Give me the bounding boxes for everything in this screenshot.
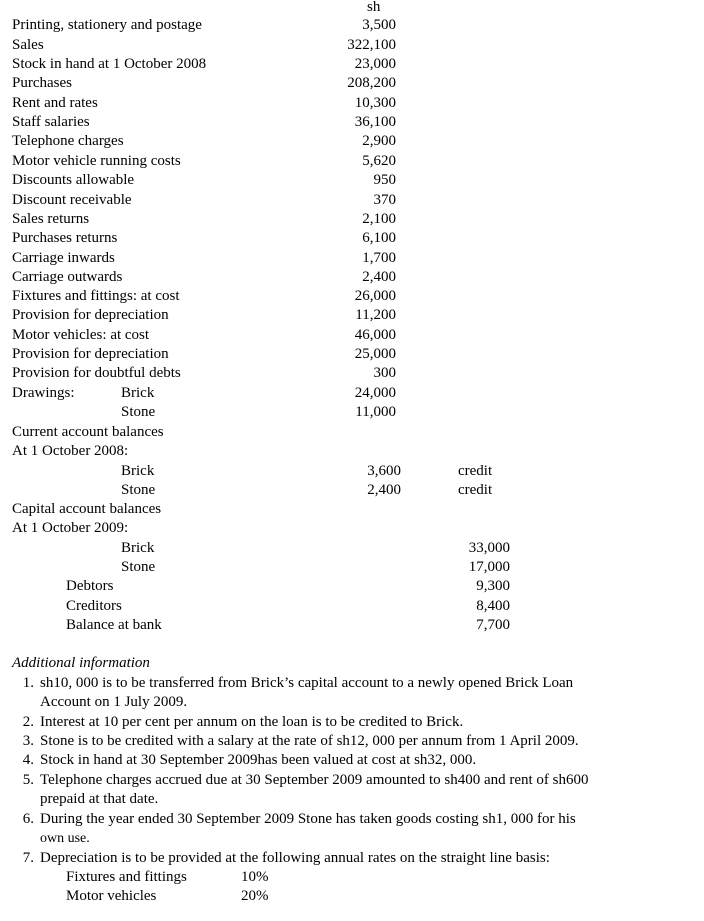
current-account-row-stone bbox=[0, 481, 704, 500]
entry-label: Carriage outwards bbox=[12, 269, 123, 285]
entry-value: 300 bbox=[373, 365, 396, 381]
info-item-number: 4. bbox=[22, 752, 34, 768]
current-account-date-text: At 1 October 2008: bbox=[12, 443, 129, 459]
entry-label: Discount receivable bbox=[12, 192, 132, 208]
entry-label: Carriage inwards bbox=[12, 250, 115, 266]
entry-label: Provision for doubtful debts bbox=[12, 365, 181, 381]
entry-label: Provision for depreciation bbox=[12, 346, 169, 362]
bank-value: 7,700 bbox=[476, 617, 510, 633]
current-account-row-brick bbox=[0, 462, 704, 481]
info-item-text: During the year ended 30 September 2009 Stone has taken goods costing sh1, 000 for his bbox=[40, 811, 576, 827]
debtors-label: Debtors bbox=[66, 578, 114, 594]
capital-account-date-text: At 1 October 2009: bbox=[12, 520, 129, 536]
entry-row bbox=[0, 94, 704, 113]
drawings-value: 24,000 bbox=[354, 385, 396, 401]
partner-name: Stone bbox=[121, 482, 156, 498]
entry-row bbox=[0, 132, 704, 151]
entry-row bbox=[0, 16, 704, 35]
info-item-number: 5. bbox=[22, 772, 34, 788]
entry-value: 25,000 bbox=[354, 346, 396, 362]
entry-label: Sales returns bbox=[12, 211, 90, 227]
info-item-text: Telephone charges accrued due at 30 September 2009 amounted to sh400 and rent of sh600 bbox=[40, 772, 589, 788]
info-item-text: Interest at 10 per cent per annum on the loan is to be credited to Brick. bbox=[40, 714, 464, 730]
entry-label: Printing, stationery and postage bbox=[12, 17, 202, 33]
currency-header: sh bbox=[367, 0, 381, 15]
partner-name: Stone bbox=[121, 559, 156, 575]
capital-account-heading-text: Capital account balances bbox=[12, 501, 162, 517]
partner-name: Brick bbox=[121, 463, 155, 479]
entry-value: 322,100 bbox=[347, 37, 396, 53]
current-account-date bbox=[0, 442, 704, 461]
entry-row bbox=[0, 36, 704, 55]
current-account-value: 3,600 bbox=[367, 463, 401, 479]
entry-value: 2,900 bbox=[362, 133, 396, 149]
partner-name: Brick bbox=[121, 540, 155, 556]
entry-row bbox=[0, 152, 704, 171]
entry-value: 23,000 bbox=[354, 56, 396, 72]
capital-account-date bbox=[0, 519, 704, 538]
creditors-value: 8,400 bbox=[476, 598, 510, 614]
entry-value: 26,000 bbox=[354, 288, 396, 304]
info-item-text: Depreciation is to be provided at the following annual rates on the straight line basis: bbox=[40, 850, 550, 866]
info-item-text: Stock in hand at 30 September 2009has been valued at cost at sh32, 000. bbox=[40, 752, 477, 768]
entry-label: Sales bbox=[12, 37, 44, 53]
entry-label: Discounts allowable bbox=[12, 172, 135, 188]
entry-label: Fixtures and fittings: at cost bbox=[12, 288, 180, 304]
current-account-heading-text: Current account balances bbox=[12, 424, 164, 440]
entry-label: Motor vehicles: at cost bbox=[12, 327, 150, 343]
depreciation-rate-label: Fixtures and fittings bbox=[66, 869, 187, 885]
entry-row bbox=[0, 55, 704, 74]
credit-note: credit bbox=[458, 482, 493, 498]
entry-value: 208,200 bbox=[347, 75, 396, 91]
entry-value: 2,400 bbox=[362, 269, 396, 285]
debtors-value: 9,300 bbox=[476, 578, 510, 594]
entry-value: 1,700 bbox=[362, 250, 396, 266]
entry-row bbox=[0, 171, 704, 190]
bank-label: Balance at bank bbox=[66, 617, 162, 633]
drawings-label: Drawings: bbox=[12, 385, 75, 401]
drawings-name: Stone bbox=[121, 404, 156, 420]
entry-value: 3,500 bbox=[362, 17, 396, 33]
entry-value: 6,100 bbox=[362, 230, 396, 246]
entry-value: 10,300 bbox=[354, 95, 396, 111]
current-account-value: 2,400 bbox=[367, 482, 401, 498]
entry-label: Purchases returns bbox=[12, 230, 118, 246]
info-item-text: Account on 1 July 2009. bbox=[40, 694, 188, 710]
entry-label: Telephone charges bbox=[12, 133, 124, 149]
entry-row bbox=[0, 113, 704, 132]
entry-value: 11,200 bbox=[355, 307, 396, 323]
additional-info-title: Additional information bbox=[12, 655, 150, 671]
creditors-row bbox=[0, 597, 704, 616]
entry-row bbox=[0, 345, 704, 364]
entry-label: Stock in hand at 1 October 2008 bbox=[12, 56, 207, 72]
entry-row bbox=[0, 249, 704, 268]
debtors-row bbox=[0, 577, 704, 596]
info-item-number: 1. bbox=[22, 675, 34, 691]
info-item-number: 2. bbox=[22, 714, 34, 730]
entry-row bbox=[0, 191, 704, 210]
capital-account-value: 17,000 bbox=[468, 559, 510, 575]
capital-account-row-stone bbox=[0, 558, 704, 577]
info-item-text: Stone is to be credited with a salary at the rate of sh12, 000 per annum from 1 April 2009. bbox=[40, 733, 579, 749]
info-item-text: prepaid at that date. bbox=[40, 791, 159, 807]
capital-account-value: 33,000 bbox=[468, 540, 510, 556]
credit-note: credit bbox=[458, 463, 493, 479]
drawings-value: 11,000 bbox=[355, 404, 396, 420]
depreciation-rate-value: 10% bbox=[241, 869, 269, 885]
info-item-text: sh10, 000 is to be transferred from Brick’s capital account to a newly opened Brick Loan bbox=[40, 675, 574, 691]
info-item-number: 7. bbox=[22, 850, 34, 866]
entry-row bbox=[0, 306, 704, 325]
entry-label: Motor vehicle running costs bbox=[12, 153, 181, 169]
info-item-text: own use. bbox=[40, 831, 90, 846]
entry-label: Rent and rates bbox=[12, 95, 98, 111]
drawings-row-brick bbox=[0, 384, 704, 403]
entry-row bbox=[0, 364, 704, 383]
entry-label: Provision for depreciation bbox=[12, 307, 169, 323]
currency-header-row bbox=[0, 0, 704, 17]
entry-row bbox=[0, 326, 704, 345]
entry-value: 950 bbox=[373, 172, 396, 188]
entry-row bbox=[0, 268, 704, 287]
entry-row bbox=[0, 74, 704, 93]
entry-value: 5,620 bbox=[362, 153, 396, 169]
entry-label: Staff salaries bbox=[12, 114, 90, 130]
current-account-heading bbox=[0, 423, 704, 442]
capital-account-heading bbox=[0, 500, 704, 519]
drawings-row-stone bbox=[0, 403, 704, 422]
depreciation-rate-label: Motor vehicles bbox=[66, 888, 157, 904]
info-item-number: 6. bbox=[22, 811, 34, 827]
entry-value: 36,100 bbox=[354, 114, 396, 130]
entry-row bbox=[0, 210, 704, 229]
info-item-number: 3. bbox=[22, 733, 34, 749]
capital-account-row-brick bbox=[0, 539, 704, 558]
entry-row bbox=[0, 229, 704, 248]
entry-row bbox=[0, 287, 704, 306]
entry-value: 370 bbox=[373, 192, 396, 208]
creditors-label: Creditors bbox=[66, 598, 122, 614]
entry-value: 46,000 bbox=[354, 327, 396, 343]
bank-row bbox=[0, 616, 704, 635]
entry-label: Purchases bbox=[12, 75, 72, 91]
depreciation-rate-value: 20% bbox=[241, 888, 269, 904]
entry-value: 2,100 bbox=[362, 211, 396, 227]
drawings-name: Brick bbox=[121, 385, 155, 401]
